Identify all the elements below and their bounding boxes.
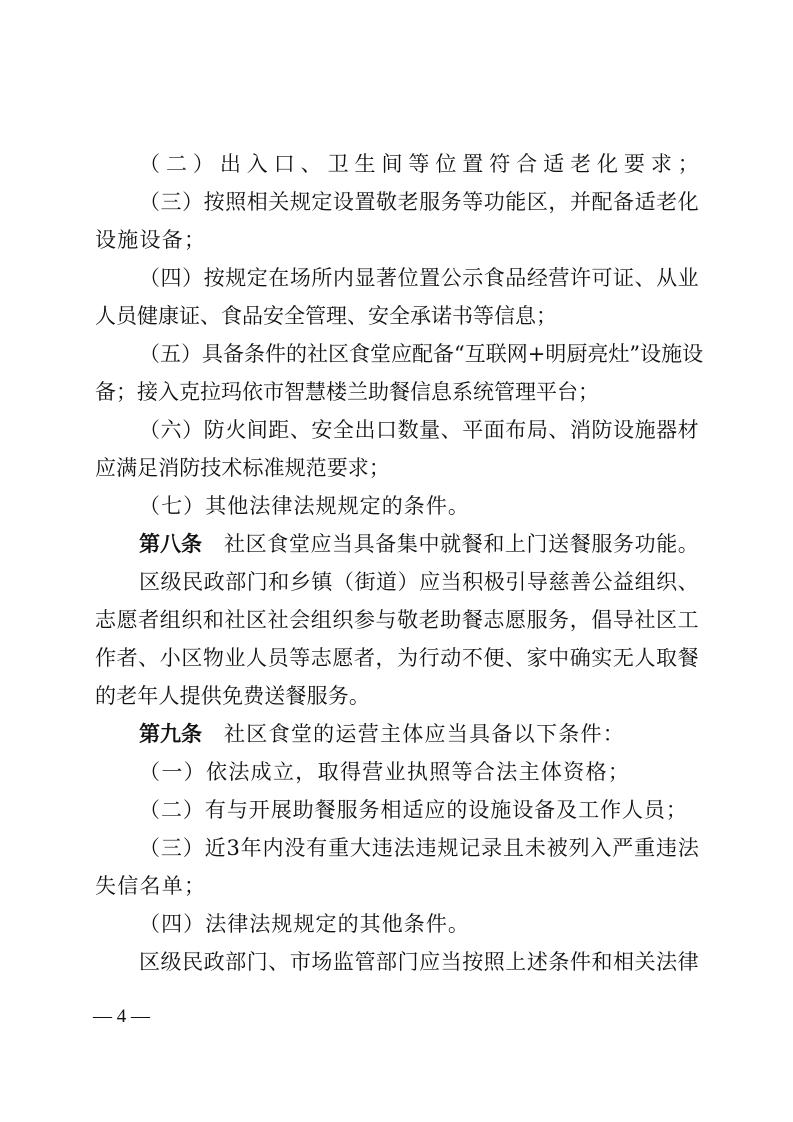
line-text: 区 级 民 政 部 门 和 乡 镇 （ 街 道 ） 应 当 积 极 引 导 慈 善 公 益 组 织 、 [139, 570, 699, 594]
line-text: 社 区 食 堂 应 当 具 备 集 中 就 餐 和 上 门 送 餐 服 务 功 能 。 [224, 532, 699, 556]
line-text: 作 者 、 小 区 物 业 人 员 等 志 愿 者 ， 为 行 动 不 便 、 家 中 确 实 无 人 取 餐 [95, 646, 699, 670]
line-text: （ 三 ） 按 照 相 关 规 定 设 置 敬 老 服 务 等 功 能 区 ， 并 配 备 适 老 化 [139, 190, 699, 214]
line-text: （ 二 ） 出 入 口 、 卫 生 间 等 位 置 符 合 适 老 化 要 求 ； [139, 152, 699, 176]
line [0, 714, 793, 754]
line-text: 失 信 名 单 ； [95, 874, 205, 898]
line-text: （ 六 ） 防 火 间 距 、 安 全 出 口 数 量 、 平 面 布 局 、 消 防 设 施 器 材 [139, 418, 699, 442]
line-text: （ 四 ） 按 规 定 在 场 所 内 显 著 位 置 公 示 食 品 经 营 许 可 证 、 从 业 [139, 266, 699, 290]
line-text: 应 满 足 消 防 技 术 标 准 规 范 要 求 ； [95, 456, 390, 480]
line [0, 676, 793, 716]
line [0, 486, 793, 526]
line [0, 638, 793, 678]
line [0, 258, 793, 298]
line [0, 220, 793, 260]
line [0, 144, 793, 184]
line [0, 866, 793, 906]
line [0, 410, 793, 450]
line [0, 334, 793, 374]
line [0, 448, 793, 488]
line [0, 372, 793, 412]
line-text: 人 员 健 康 证 、 食 品 安 全 管 理 、 安 全 承 诺 书 等 信 息 ； [95, 304, 557, 328]
line [0, 562, 793, 602]
line [0, 182, 793, 222]
line-text: 社 区 食 堂 的 运 营 主 体 应 当 具 备 以 下 条 件 ： [224, 722, 624, 746]
line-text: 志 愿 者 组 织 和 社 区 社 会 组 织 参 与 敬 老 助 餐 志 愿 服 务 ， 倡 导 社 区 工 [95, 608, 699, 632]
line [0, 296, 793, 336]
article-8-heading: 第八条 [139, 531, 202, 556]
page-number: — 4 — [93, 1006, 150, 1027]
line-text: （ 四 ） 法 律 法 规 规 定 的 其 他 条 件 。 [139, 912, 469, 936]
line-text: （ 三 ） 近 3 年 内 没 有 重 大 违 法 违 规 记 录 且 未 被 列 入 严 重 违 法 [139, 836, 699, 860]
line-text: 区 级 民 政 部 门 、 市 场 监 管 部 门 应 当 按 照 上 述 条 件 和 相 关 法 律 [139, 950, 699, 974]
line-text: （ 五 ） 具 备 条 件 的 社 区 食 堂 应 配 备 “ 互 联 网 + 明 厨 亮 灶 ” 设 施 设 [139, 342, 704, 366]
line [0, 752, 793, 792]
line-text: 备 ； 接 入 克 拉 玛 依 市 智 慧 楼 兰 助 餐 信 息 系 统 管 理 平 台 ； [95, 380, 599, 404]
line [0, 828, 793, 868]
line-text: 设 施 设 备 ； [95, 228, 205, 252]
line-text: （ 七 ） 其 他 法 律 法 规 规 定 的 条 件 。 [139, 494, 469, 518]
line-text: （ 一 ） 依 法 成 立 ， 取 得 营 业 执 照 等 合 法 主 体 资 格 ； [139, 760, 629, 784]
line [0, 942, 793, 982]
line [0, 600, 793, 640]
line [0, 790, 793, 830]
line [0, 904, 793, 944]
line-text: （ 二 ） 有 与 开 展 助 餐 服 务 相 适 应 的 设 施 设 备 及 工 作 人 员 ； [139, 798, 687, 822]
line [0, 524, 793, 564]
article-9-heading: 第九条 [139, 721, 202, 746]
line-text: 的 老 年 人 提 供 免 费 送 餐 服 务 。 [95, 684, 370, 708]
